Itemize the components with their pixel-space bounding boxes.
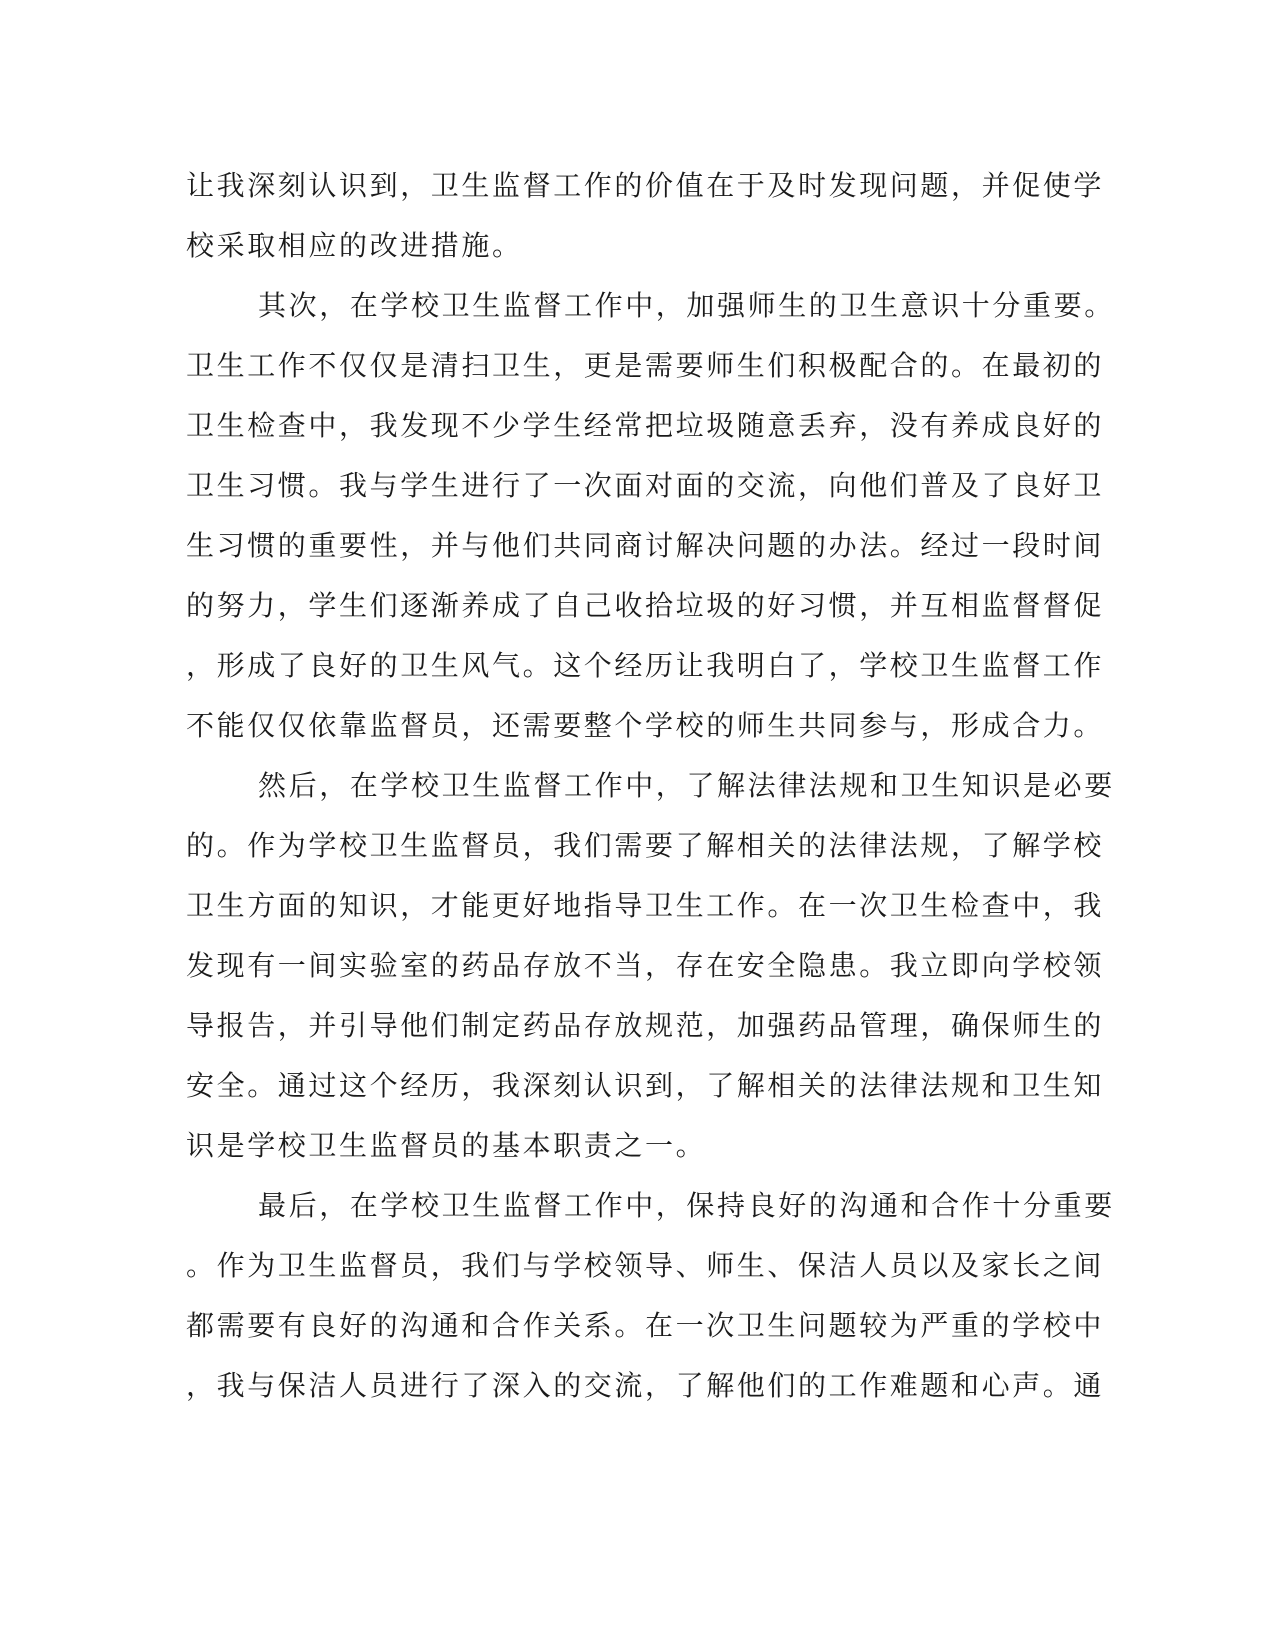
paragraph-first-line: 其次，在学校卫生监督工作中，加强师生的卫生意识十分重要。 xyxy=(258,289,1115,322)
text-line: 的努力，学生们逐渐养成了自己收拾垃圾的好习惯，并互相监督督促 xyxy=(186,589,1105,622)
paragraph-first-line: 最后，在学校卫生监督工作中，保持良好的沟通和合作十分重要 xyxy=(258,1189,1115,1222)
text-line: 卫生工作不仅仅是清扫卫生，更是需要师生们积极配合的。在最初的 xyxy=(186,349,1105,382)
text-line: 安全。通过这个经历，我深刻认识到，了解相关的法律法规和卫生知 xyxy=(186,1069,1105,1102)
text-line: 导报告，并引导他们制定药品存放规范，加强药品管理，确保师生的 xyxy=(186,1009,1105,1042)
text-line: 不能仅仅依靠监督员，还需要整个学校的师生共同参与，形成合力。 xyxy=(186,709,1105,742)
text-line: 校采取相应的改进措施。 xyxy=(186,229,523,262)
text-line: 识是学校卫生监督员的基本职责之一。 xyxy=(186,1129,707,1162)
paragraph-first-line: 然后，在学校卫生监督工作中，了解法律法规和卫生知识是必要 xyxy=(258,769,1115,802)
text-line: 。作为卫生监督员，我们与学校领导、师生、保洁人员以及家长之间 xyxy=(186,1249,1105,1282)
text-line: 生习惯的重要性，并与他们共同商讨解决问题的办法。经过一段时间 xyxy=(186,529,1105,562)
body-text xyxy=(186,156,1115,1416)
text-line: 让我深刻认识到，卫生监督工作的价值在于及时发现问题，并促使学 xyxy=(186,169,1105,202)
text-line: 发现有一间实验室的药品存放不当，存在安全隐患。我立即向学校领 xyxy=(186,949,1105,982)
text-line: 卫生检查中，我发现不少学生经常把垃圾随意丢弃，没有养成良好的 xyxy=(186,409,1105,442)
text-line: 卫生习惯。我与学生进行了一次面对面的交流，向他们普及了良好卫 xyxy=(186,469,1105,502)
text-line: 卫生方面的知识，才能更好地指导卫生工作。在一次卫生检查中，我 xyxy=(186,889,1105,922)
text-line: ，形成了良好的卫生风气。这个经历让我明白了，学校卫生监督工作 xyxy=(186,649,1105,682)
text-line: 都需要有良好的沟通和合作关系。在一次卫生问题较为严重的学校中 xyxy=(186,1309,1105,1342)
text-line: ，我与保洁人员进行了深入的交流，了解他们的工作难题和心声。通 xyxy=(186,1369,1105,1402)
text-line: 的。作为学校卫生监督员，我们需要了解相关的法律法规，了解学校 xyxy=(186,829,1105,862)
